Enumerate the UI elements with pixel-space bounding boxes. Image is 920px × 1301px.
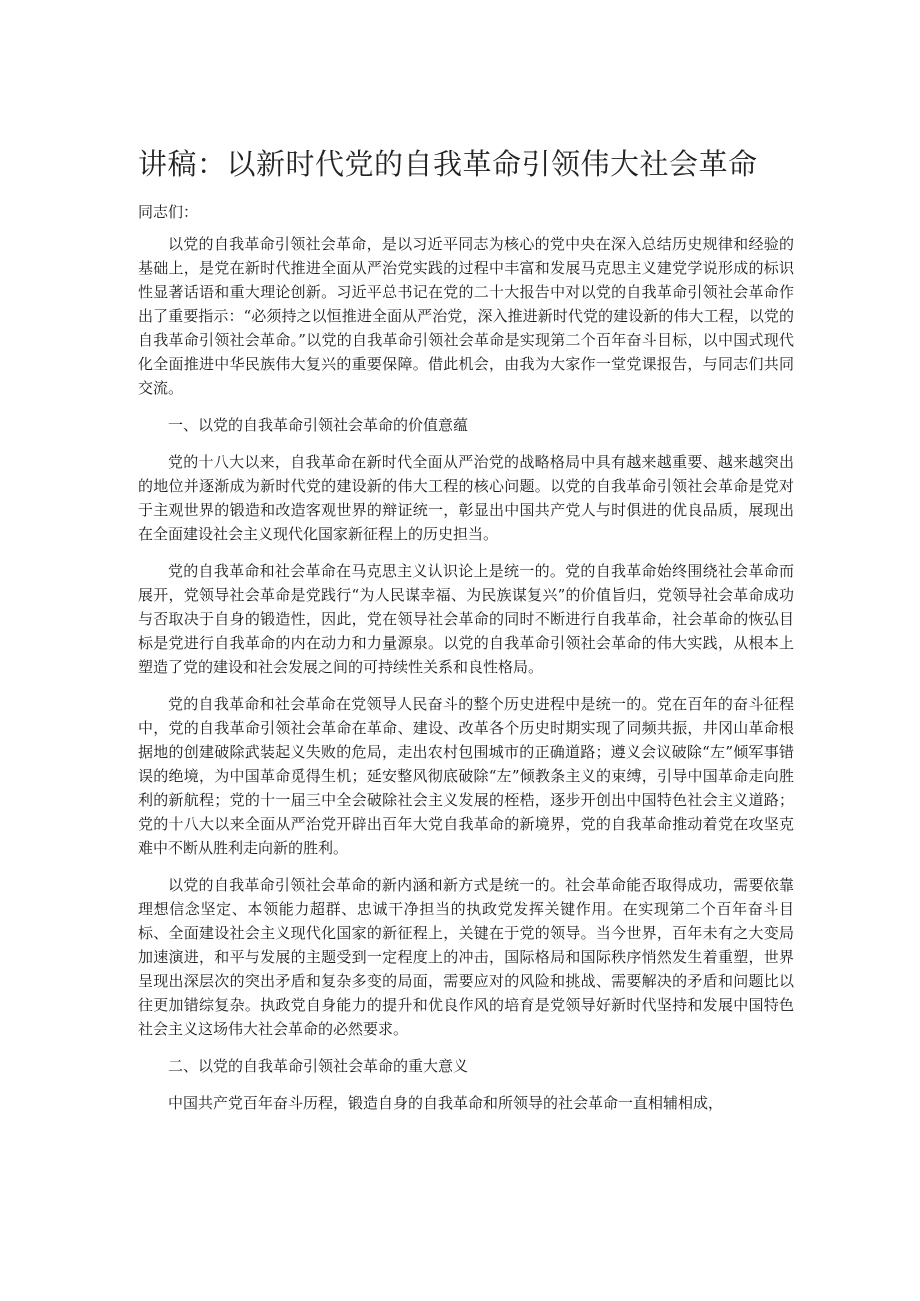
paragraph-partial: 中国共产党百年奋斗历程，锻造自身的自我革命和所领导的社会革命一直相辅相成， — [168, 1094, 724, 1112]
section-heading-2: 二、以党的自我革命引领社会革命的重大意义 — [168, 1057, 469, 1075]
document-title: 讲稿：以新时代党的自我革命引领伟大社会革命 — [138, 147, 758, 181]
paragraph: 以党的自我革命引领社会革命的新内涵和新方式是统一的。社会革命能否取得成功，需要依靠理想信念坚定、本领能力超群、忠诚干净担当的执政党发挥关键作用。在实现第二个百年奋斗目标、全面建设社会主义现代化国家的新征程上，关键在于党的领导。当今世界，百年未有之大变局加速演进，和平与发展的主题受到一定程度上的冲击，国际格局和国际秩序悄然发生着重塑，世界呈现出深层次的突出矛盾和复杂多变的局面，需要应对的风险和挑战、需要解决的矛盾和问题比以往更加错综复杂。执政党自身能力的提升和优良作风的培育是党领导好新时代坚持和发展中国特色社会主义这场伟大社会革命的必然要求。 — [138, 876, 794, 1038]
paragraph: 党的自我革命和社会革命在党领导人民奋斗的整个历史进程中是统一的。党在百年的奋斗征程中，党的自我革命引领社会革命在革命、建设、改革各个历史时期实现了同频共振，井冈山革命根据地的创建破除武装起义失败的危局，走出农村包围城市的正确道路；遵义会议破除“左”倾军事错误的绝境，为中国革命觅得生机；延安整风彻底破除“左”倾教条主义的束缚，引导中国革命走向胜利的新航程；党的十一届三中全会破除社会主义发展的桎梏，逐步开创出中国特色社会主义道路；党的十八大以来全面从严治党开辟出百年大党自我革命的新境界，党的自我革命推动着党在攻坚克难中不断从胜利走向新的胜利。 — [138, 695, 794, 857]
section-heading-1: 一、以党的自我革命引领社会革命的价值意蕴 — [168, 416, 469, 434]
paragraph-intro: 以党的自我革命引领社会革命，是以习近平同志为核心的党中央在深入总结历史规律和经验的基础上，是党在新时代推进全面从严治党实践的过程中丰富和发展马克思主义建党学说形成的标识性显著话语和重大理论创新。习近平总书记在党的二十大报告中对以党的自我革命引领社会革命作出了重要指示：“必须持之以恒推进全面从严治党，深入推进新时代党的建设新的伟大工程，以党的自我革命引领社会革命。”以党的自我革命引领社会革命是实现第二个百年奋斗目标，以中国式现代化全面推进中华民族伟大复兴的重要保障。借此机会，由我为大家作一堂党课报告，与同志们共同交流。 — [138, 235, 794, 397]
paragraph: 党的十八大以来，自我革命在新时代全面从严治党的战略格局中具有越来越重要、越来越突出的地位并逐渐成为新时代党的建设新的伟大工程的核心问题。以党的自我革命引领社会革命是党对于主观世界的锻造和改造客观世界的辩证统一，彰显出中国共产党人与时俱进的优良品质，展现出在全面建设社会主义现代化国家新征程上的历史担当。 — [138, 453, 794, 543]
document-body — [138, 232, 794, 1128]
salutation: 同志们： — [138, 203, 199, 221]
paragraph: 党的自我革命和社会革命在马克思主义认识论上是统一的。党的自我革命始终围绕社会革命而展开，党领导社会革命是党践行“为人民谋幸福、为民族谋复兴”的价值旨归，党领导社会革命成功与否取决于自身的锻造性，因此，党在领导社会革命的同时不断进行自我革命，社会革命的恢弘目标是党进行自我革命的内在动力和力量源泉。以党的自我革命引领社会革命的伟大实践，从根本上塑造了党的建设和社会发展之间的可持续性关系和良性格局。 — [138, 562, 794, 676]
